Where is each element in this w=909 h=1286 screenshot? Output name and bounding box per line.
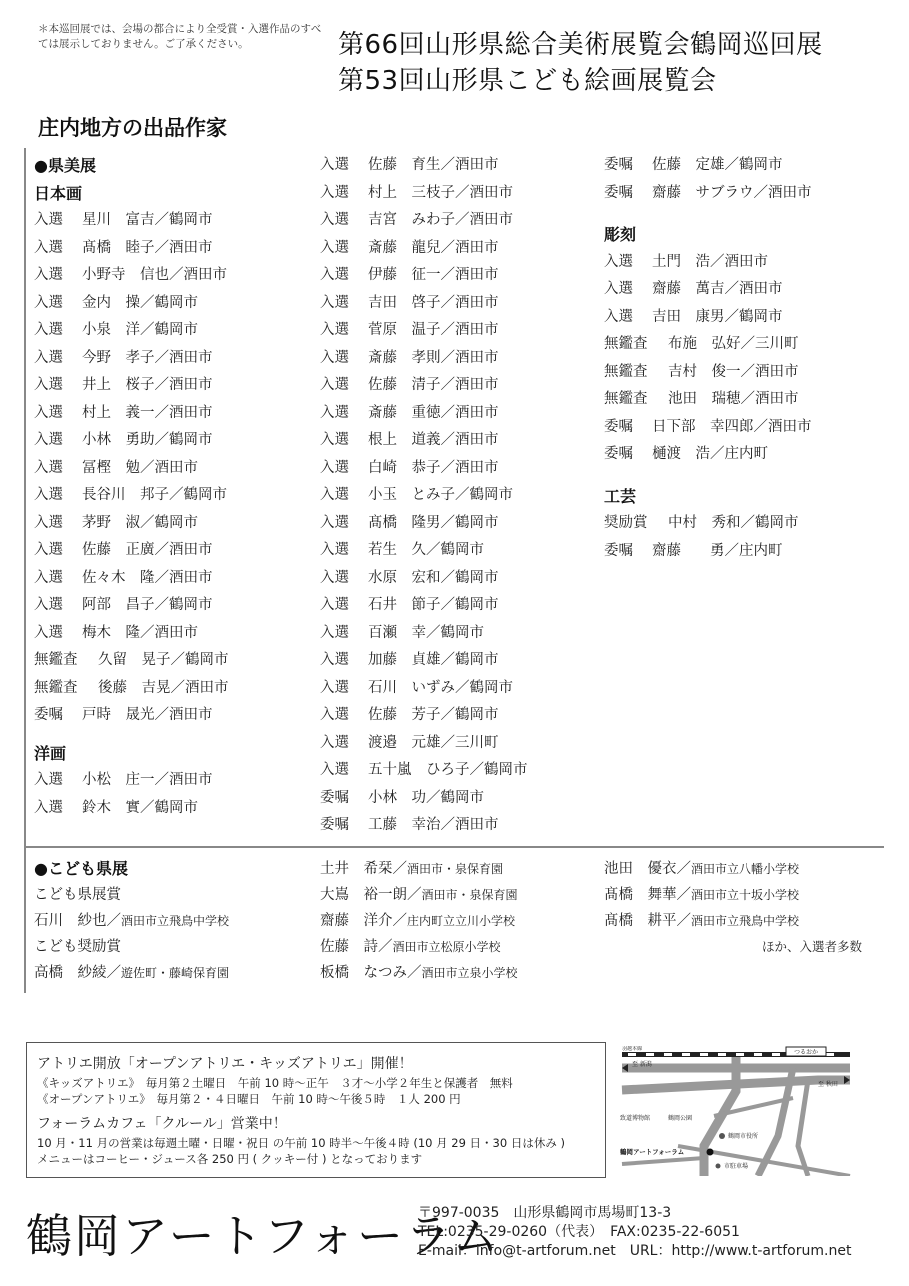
award-label: 入選 <box>320 487 349 503</box>
list-item <box>320 565 528 593</box>
artist-name: 斎藤 重徳／酒田市 <box>368 404 499 421</box>
child-name: 高橋 紗綾／ <box>34 965 121 981</box>
artist-name: 齋藤 勇／庄内町 <box>652 542 783 559</box>
award-label: 委嘱 <box>320 789 349 806</box>
award-label: 入選 <box>34 514 63 531</box>
artist-name: 百瀬 幸／鶴岡市 <box>368 624 484 641</box>
list-item <box>34 235 229 263</box>
kids-atelier-line: 《キッズアトリエ》 毎月第２土曜日 午前 10 時〜正午 ３才〜小学２年生と保護者 無料 <box>37 1076 513 1090</box>
child-name: 髙橋 耕平／ <box>604 913 691 929</box>
list-item <box>34 455 229 483</box>
award-label: 入選 <box>320 514 349 531</box>
email-url: E-mail：info@t-artforum.net URL：http://www.t-artforum.net <box>418 1243 852 1259</box>
list-item <box>320 960 518 986</box>
award-label: 入選 <box>34 212 63 228</box>
award-label: 入選 <box>320 212 349 228</box>
list-item <box>320 620 528 648</box>
map-station-label: つるおか <box>793 1049 819 1056</box>
award-label: 入選 <box>34 459 63 476</box>
list-item <box>320 262 528 290</box>
child-name: 板橋 なつみ／ <box>320 965 422 981</box>
list-item <box>34 960 229 986</box>
list-item <box>604 882 862 908</box>
kodomo-column-2 <box>320 856 518 986</box>
list-item <box>320 730 528 758</box>
award-label: 入選 <box>320 734 349 751</box>
map-parking-marker <box>716 1164 721 1169</box>
contact-block <box>418 1204 851 1261</box>
award-label: 委嘱 <box>604 157 633 173</box>
kenbi-column-2 <box>320 152 528 840</box>
info-box <box>26 1042 606 1178</box>
list-item <box>604 856 862 882</box>
award-label: 入選 <box>320 322 349 338</box>
list-item <box>320 427 528 455</box>
artist-name: 久留 晃子／鶴岡市 <box>98 652 229 668</box>
yoga-list-col2 <box>320 152 528 840</box>
artist-name: 茅野 淑／鶴岡市 <box>82 514 198 531</box>
artist-name: 工藤 幸治／酒田市 <box>368 817 499 833</box>
artist-name: 中村 秀和／鶴岡市 <box>668 515 799 531</box>
artist-name: 鈴木 實／鶴岡市 <box>82 799 198 816</box>
award-label: 無鑑査 <box>604 336 648 352</box>
school-name: 庄内町立立川小学校 <box>407 914 516 928</box>
award-label: 入選 <box>320 624 349 641</box>
map-train-label: 羽越本線 <box>622 1046 643 1052</box>
list-item <box>34 882 229 908</box>
list-item <box>34 482 229 510</box>
artist-name: 佐藤 芳子／鶴岡市 <box>368 707 499 723</box>
kodomo-more-note: ほか、入選者多数 <box>761 939 862 954</box>
award-label: 入選 <box>320 267 349 283</box>
award-label: 入選 <box>320 157 349 173</box>
award-label: 入選 <box>34 404 63 421</box>
award-label: 無鑑査 <box>604 363 648 380</box>
award-label: 入選 <box>34 487 63 503</box>
kenbi-column-1 <box>34 152 229 822</box>
kogei-heading: 工芸 <box>604 486 637 506</box>
artist-name: 加藤 貞雄／鶴岡市 <box>368 652 499 668</box>
list-item <box>604 386 812 414</box>
artist-name: 佐藤 清子／酒田市 <box>368 377 499 393</box>
award-label: 入選 <box>320 294 349 311</box>
child-name: 大嶌 裕一朗／ <box>320 887 422 903</box>
artist-name: 長谷川 邦子／鶴岡市 <box>82 487 227 503</box>
artist-name: 小玉 とみ子／鶴岡市 <box>368 487 513 503</box>
chokoku-heading: 彫刻 <box>604 225 637 244</box>
award-label: 入選 <box>34 239 63 256</box>
list-item <box>320 317 528 345</box>
artist-name: 髙橋 隆男／鶴岡市 <box>368 514 499 531</box>
child-name: 髙橋 舞華／ <box>604 887 691 903</box>
map-forum-marker <box>707 1149 714 1156</box>
list-item <box>320 537 528 565</box>
list-item <box>320 882 518 908</box>
award-label: 無鑑査 <box>604 391 648 407</box>
list-item <box>320 510 528 538</box>
artist-name: 樋渡 浩／庄内町 <box>652 446 768 462</box>
award-label: 入選 <box>604 253 633 270</box>
artist-name: 齋藤 サブラウ／酒田市 <box>652 184 812 201</box>
child-name: 齋藤 洋介／ <box>320 913 407 929</box>
yoga-list-col3 <box>604 152 812 207</box>
atelier-title: アトリエ開放「オープンアトリエ・キッズアトリエ」開催！ <box>37 1056 413 1072</box>
list-item <box>320 290 528 318</box>
school-name: 酒田市立飛鳥中学校 <box>691 914 800 928</box>
nihonga-heading: 日本画 <box>34 183 83 203</box>
artist-name: 根上 道義／酒田市 <box>368 432 499 448</box>
artist-name: 斎藤 龍兒／酒田市 <box>368 239 499 256</box>
award-label: 入選 <box>320 459 349 476</box>
list-item <box>320 180 528 208</box>
artist-name: 渡邉 元雄／三川町 <box>368 734 499 751</box>
artist-name: 布施 弘好／三川町 <box>668 336 799 352</box>
phone-fax: TEL:0235-29-0260（代表） FAX:0235-22-6051 <box>418 1224 740 1240</box>
award-label: 入選 <box>320 542 349 558</box>
list-item <box>34 647 229 675</box>
list-item <box>320 207 528 235</box>
map-forum-label: 鶴岡アートフォーラム <box>620 1148 685 1156</box>
artist-name: 冨樫 勉／酒田市 <box>82 459 198 476</box>
list-item <box>320 812 528 840</box>
artist-name: 今野 孝子／酒田市 <box>82 349 213 366</box>
map-parking-label: 市駐車場 <box>724 1163 749 1170</box>
kodomo-list-col1 <box>34 882 229 986</box>
child-name: 土井 希栞／ <box>320 861 407 877</box>
list-item <box>320 482 528 510</box>
artist-name: 若生 久／鶴岡市 <box>368 542 484 558</box>
artist-name: 水原 宏和／鶴岡市 <box>368 569 499 586</box>
list-item <box>604 249 812 277</box>
artist-name: 土門 浩／酒田市 <box>652 253 768 270</box>
list-item <box>34 317 229 345</box>
artist-name: 菅原 温子／酒田市 <box>368 322 499 338</box>
artist-name: 吉村 俊一／酒田市 <box>668 363 799 380</box>
cafe-menu-line: メニューはコーヒー・ジュース各 250 円 ( クッキー付 ) となっております <box>37 1152 423 1166</box>
list-item <box>34 675 229 703</box>
award-label: 入選 <box>34 569 63 586</box>
artist-name: 佐藤 育生／酒田市 <box>368 157 499 173</box>
award-label: 入選 <box>34 267 63 283</box>
artist-name: 日下部 幸四郎／酒田市 <box>652 418 812 435</box>
nihonga-list <box>34 207 229 730</box>
list-item <box>320 647 528 675</box>
list-item <box>604 180 812 208</box>
artist-name: 井上 桜子／酒田市 <box>82 377 213 393</box>
list-item <box>34 908 229 934</box>
access-map <box>618 1046 854 1176</box>
award-label: 入選 <box>604 281 633 297</box>
list-item <box>320 372 528 400</box>
artist-name: 村上 三枝子／酒田市 <box>368 184 513 201</box>
artist-name: 小松 庄一／酒田市 <box>82 772 213 788</box>
list-item <box>34 207 229 235</box>
artist-name: 五十嵐 ひろ子／鶴岡市 <box>368 762 528 778</box>
list-item <box>34 345 229 373</box>
child-name: 石川 紗也／ <box>34 913 121 929</box>
award-label: 入選 <box>34 322 63 338</box>
award-label: 委嘱 <box>604 542 633 559</box>
artist-name: 梅木 隆／酒田市 <box>82 624 198 641</box>
list-item <box>34 262 229 290</box>
school-name: 酒田市立飛鳥中学校 <box>121 914 230 928</box>
map-park-label: 鶴岡公園 <box>668 1115 693 1122</box>
artist-name: 伊藤 征一／酒田市 <box>368 267 499 283</box>
artist-name: 村上 義一／酒田市 <box>82 404 213 421</box>
award-label: 入選 <box>320 707 349 723</box>
section-divider <box>24 846 884 848</box>
list-item <box>34 565 229 593</box>
artist-name: 吉田 啓子／酒田市 <box>368 294 499 311</box>
artist-name: 小野寺 信也／酒田市 <box>82 267 227 283</box>
list-item <box>604 414 812 442</box>
list-item <box>34 795 229 823</box>
list-item <box>34 702 229 730</box>
artist-name: 髙橋 睦子／酒田市 <box>82 239 213 256</box>
artist-name: 佐藤 定雄／鶴岡市 <box>652 157 783 173</box>
artist-name: 佐々木 隆／酒田市 <box>82 569 213 586</box>
list-item <box>34 537 229 565</box>
open-atelier-line: 《オープンアトリエ》 毎月第２・４日曜日 午前 10 時〜午後５時 １人 200 円 <box>37 1092 461 1106</box>
award-label: 入選 <box>34 772 63 788</box>
list-item <box>34 400 229 428</box>
award-label: 入選 <box>320 679 349 696</box>
award-label: 入選 <box>34 597 63 613</box>
award-label: 入選 <box>34 799 63 816</box>
list-item <box>604 538 812 566</box>
cafe-hours-line: 10 月・11 月の営業は毎週土曜・日曜・祝日 の午前 10 時半〜午後４時 (10 月 29 日・30 日は休み ) <box>37 1136 565 1150</box>
artist-name: 戸時 晟光／酒田市 <box>82 707 213 723</box>
list-item <box>604 331 812 359</box>
list-item <box>320 934 518 960</box>
list-item <box>320 757 528 785</box>
artist-name: 池田 瑞穂／酒田市 <box>668 391 799 407</box>
school-name: 酒田市立八幡小学校 <box>691 862 800 876</box>
list-item <box>320 785 528 813</box>
award-label: 入選 <box>320 569 349 586</box>
map-cityhall-label: 鶴岡市役所 <box>728 1133 759 1140</box>
list-item <box>34 934 229 960</box>
list-item <box>320 455 528 483</box>
award-label: 入選 <box>320 239 349 256</box>
award-label: 入選 <box>34 624 63 641</box>
artist-name: 石井 節子／鶴岡市 <box>368 597 499 613</box>
award-label: 入選 <box>604 308 633 325</box>
list-item <box>34 290 229 318</box>
school-name: 酒田市・泉保育園 <box>421 888 518 902</box>
award-label: 入選 <box>34 377 63 393</box>
list-item <box>34 427 229 455</box>
list-item <box>34 372 229 400</box>
list-item <box>320 400 528 428</box>
map-cityhall-marker <box>719 1133 725 1139</box>
award-label: 入選 <box>34 542 63 558</box>
artist-name: 小林 功／鶴岡市 <box>368 789 484 806</box>
award-label: 無鑑査 <box>34 652 78 668</box>
list-item <box>604 908 862 934</box>
list-item <box>320 908 518 934</box>
kodomo-heading: ●こども県展 <box>34 859 128 878</box>
award-label: 委嘱 <box>604 184 633 201</box>
left-vertical-rule <box>24 148 26 993</box>
artist-name: 小林 勇助／鶴岡市 <box>82 432 213 448</box>
award-label: 入選 <box>320 432 349 448</box>
artist-name: 金内 操／鶴岡市 <box>82 294 198 311</box>
list-item <box>604 304 812 332</box>
child-name: こども奨励賞 <box>34 939 121 955</box>
kenbi-column-3 <box>604 152 812 565</box>
map-road-akita: 至 秋田 <box>818 1081 838 1088</box>
award-label: 入選 <box>320 597 349 613</box>
list-item <box>604 510 812 538</box>
yoga-heading: 洋画 <box>34 743 67 763</box>
artist-name: 佐藤 正廣／酒田市 <box>82 542 213 558</box>
school-name: 酒田市立泉小学校 <box>421 966 518 980</box>
list-item <box>320 675 528 703</box>
award-label: 入選 <box>320 184 349 201</box>
award-label: 入選 <box>34 432 63 448</box>
award-label: 入選 <box>320 377 349 393</box>
artist-name: 石川 いずみ／鶴岡市 <box>368 679 513 696</box>
award-label: 委嘱 <box>604 446 633 462</box>
list-item <box>320 152 528 180</box>
kodomo-column-1 <box>34 856 229 986</box>
page-subtitle: 庄内地方の出品作家 <box>38 115 227 140</box>
award-label: 委嘱 <box>34 707 63 723</box>
award-label: 無鑑査 <box>34 679 78 696</box>
list-item <box>320 235 528 263</box>
artist-name: 斎藤 孝則／酒田市 <box>368 349 499 366</box>
artist-name: 後藤 吉晃／酒田市 <box>98 679 229 696</box>
list-item <box>320 856 518 882</box>
artist-name: 吉田 康男／鶴岡市 <box>652 308 783 325</box>
artist-name: 吉宮 みわ子／酒田市 <box>368 212 513 228</box>
map-road-niigata: 至 新潟 <box>632 1061 652 1068</box>
list-item <box>34 767 229 795</box>
artist-name: 星川 富吉／鶴岡市 <box>82 212 213 228</box>
title-kodomo: 第53回山形県こども絵画展覧会 <box>338 66 717 96</box>
list-item <box>320 345 528 373</box>
forum-logo: 鶴岡アートフォーラム <box>26 1209 501 1263</box>
chokoku-list <box>604 249 812 469</box>
list-item <box>34 510 229 538</box>
award-label: 入選 <box>34 294 63 311</box>
cafe-title: フォーラムカフェ「クルール」営業中！ <box>37 1116 287 1132</box>
kodomo-list-col3 <box>604 856 862 934</box>
kodomo-column-3 <box>604 856 862 960</box>
artist-name: 阿部 昌子／鶴岡市 <box>82 597 213 613</box>
school-name: 酒田市立松原小学校 <box>392 940 501 954</box>
child-name: 池田 優衣／ <box>604 861 691 877</box>
exhibit-note: ＊本巡回展では、会場の都合により全受賞・入選作品のすべては展示しておりません。ご了承ください。 <box>38 23 322 50</box>
list-item <box>604 441 812 469</box>
kenbi-heading: ●県美展 <box>34 156 96 175</box>
artist-name: 白崎 恭子／酒田市 <box>368 459 499 476</box>
school-name: 酒田市立十坂小学校 <box>691 888 800 902</box>
kodomo-list-col2 <box>320 856 518 986</box>
award-label: 入選 <box>34 349 63 366</box>
artist-name: 齋藤 萬吉／酒田市 <box>652 281 783 297</box>
award-label: 入選 <box>320 762 349 778</box>
child-name: こども県展賞 <box>34 887 121 903</box>
postal-address: 〒997-0035 山形県鶴岡市馬場町13-3 <box>418 1205 672 1221</box>
award-label: 入選 <box>320 349 349 366</box>
school-name: 遊佐町・藤崎保育園 <box>121 966 230 980</box>
award-label: 委嘱 <box>320 817 349 833</box>
list-item <box>34 620 229 648</box>
award-label: 入選 <box>320 404 349 421</box>
list-item <box>604 152 812 180</box>
award-label: 奨励賞 <box>604 515 648 531</box>
kogei-list <box>604 510 812 565</box>
school-name: 酒田市・泉保育園 <box>407 862 504 876</box>
list-item <box>604 276 812 304</box>
list-item <box>320 592 528 620</box>
map-museum-label: 致道博物館 <box>620 1115 651 1122</box>
title-kenbi: 第66回山形県総合美術展覧会鶴岡巡回展 <box>338 30 823 60</box>
yoga-list-col1 <box>34 767 229 822</box>
list-item <box>604 359 812 387</box>
list-item <box>34 592 229 620</box>
artist-name: 小泉 洋／鶴岡市 <box>82 322 198 338</box>
award-label: 入選 <box>320 652 349 668</box>
child-name: 佐藤 詩／ <box>320 939 393 955</box>
list-item <box>320 702 528 730</box>
award-label: 委嘱 <box>604 418 633 435</box>
